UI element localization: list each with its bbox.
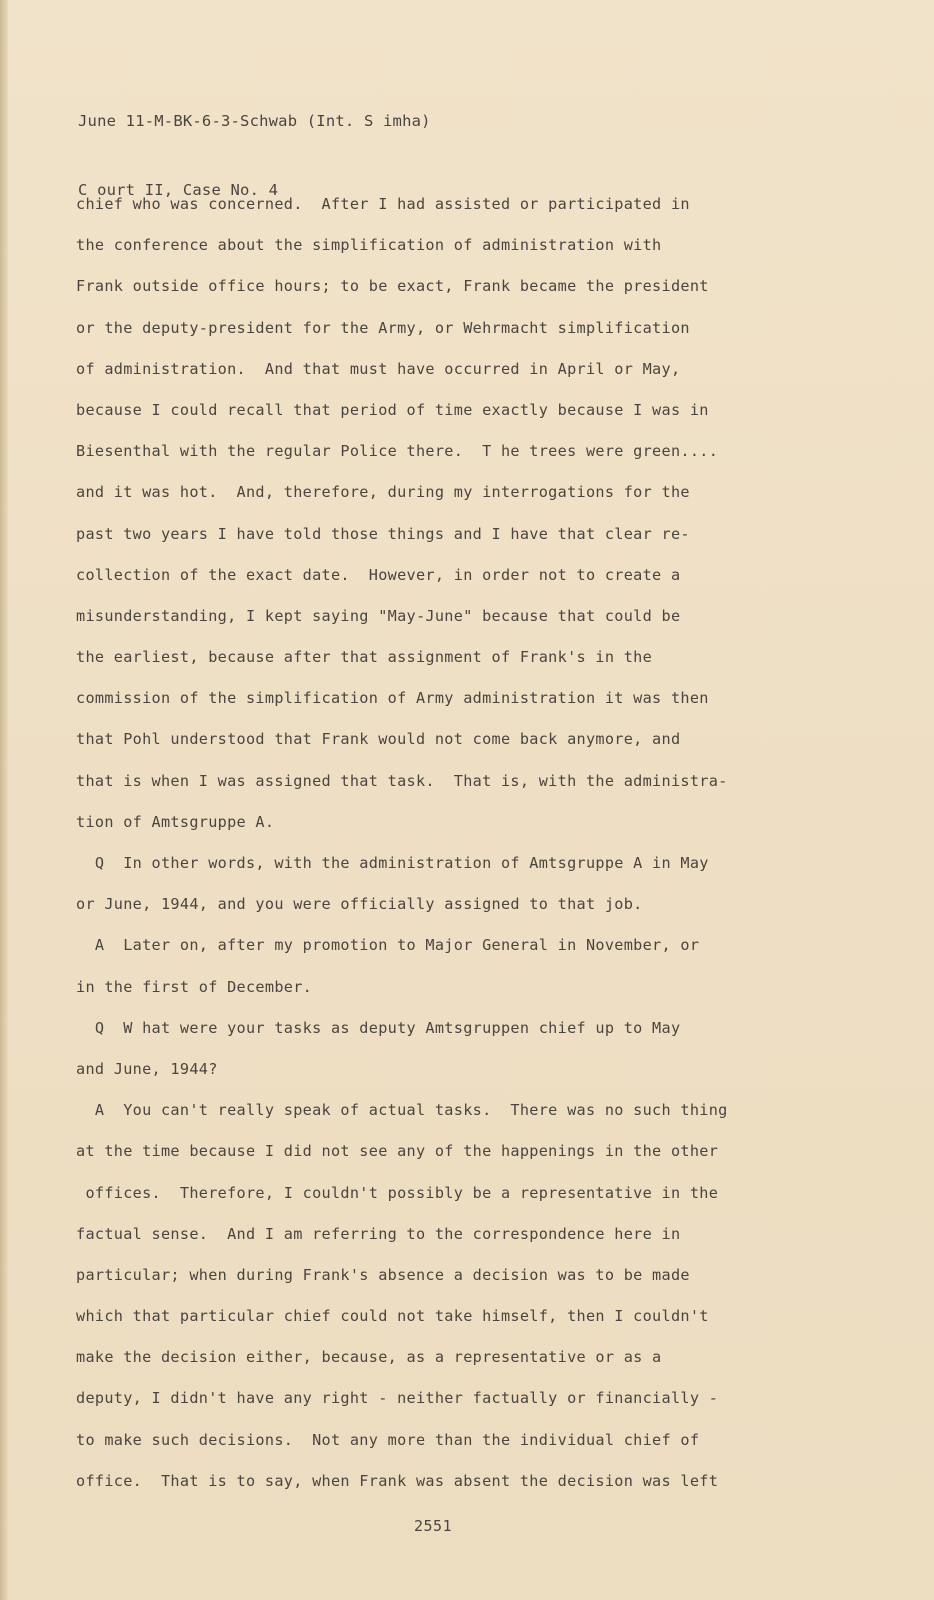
text-line: because I could recall that period of time exactly because I was in xyxy=(76,400,709,419)
text-line: the conference about the simplification of administration with xyxy=(76,236,662,255)
text-line: Q W hat were your tasks as deputy Amtsgruppen chief up to May xyxy=(76,1018,681,1037)
text-line: particular; when during Frank's absence a decision was to be made xyxy=(76,1265,690,1284)
text-line: past two years I have told those things and I have that clear re- xyxy=(76,524,690,543)
text-line: factual sense. And I am referring to the correspondence here in xyxy=(76,1224,681,1243)
transcript-body xyxy=(76,184,796,1502)
text-line: and it was hot. And, therefore, during my interrogations for the xyxy=(76,483,690,502)
text-line: office. That is to say, when Frank was absent the decision was left xyxy=(76,1471,719,1490)
text-line: of administration. And that must have occurred in April or May, xyxy=(76,359,681,378)
header-line-2: C ourt II, Case No. 4 xyxy=(78,181,279,199)
text-line: in the first of December. xyxy=(76,977,313,996)
text-line: commission of the simplification of Army administration it was then xyxy=(76,689,709,708)
text-line: Biesenthal with the regular Police there. T he trees were green.... xyxy=(76,442,719,461)
text-line: deputy, I didn't have any right - neither factually or financially - xyxy=(76,1389,719,1408)
text-line: tion of Amtsgruppe A. xyxy=(76,812,275,831)
page-number: 2551 xyxy=(414,1517,453,1535)
text-line: Frank outside office hours; to be exact, Frank became the president xyxy=(76,277,709,296)
text-line: Q In other words, with the administration of Amtsgruppe A in May xyxy=(76,854,709,872)
text-line: offices. Therefore, I couldn't possibly be a representative in the xyxy=(76,1183,719,1202)
header-line-1: June 11-M-BK-6-3-Schwab (Int. S imha) xyxy=(78,112,431,130)
text-line: to make such decisions. Not any more than the individual chief of xyxy=(76,1430,700,1449)
page-edge xyxy=(0,0,8,1600)
text-line: A Later on, after my promotion to Major General in November, or xyxy=(76,936,700,955)
text-line: make the decision either, because, as a representative or as a xyxy=(76,1348,662,1367)
text-line: or the deputy-president for the Army, or Wehrmacht simplification xyxy=(76,318,690,337)
text-line: at the time because I did not see any of the happenings in the other xyxy=(76,1142,719,1161)
text-line: collection of the exact date. However, in order not to create a xyxy=(76,565,681,584)
text-line: the earliest, because after that assignment of Frank's in the xyxy=(76,648,653,667)
text-line: and June, 1944? xyxy=(76,1059,218,1078)
text-line: or June, 1944, and you were officially assigned to that job. xyxy=(76,895,643,914)
text-line: which that particular chief could not take himself, then I couldn't xyxy=(76,1307,709,1326)
text-line: that is when I was assigned that task. That is, with the administra- xyxy=(76,771,728,790)
text-line: misunderstanding, I kept saying "May-June" because that could be xyxy=(76,606,681,625)
text-line: A You can't really speak of actual tasks. There was no such thing xyxy=(76,1101,728,1120)
text-line: chief who was concerned. After I had assisted or participated in xyxy=(76,195,690,213)
text-line: that Pohl understood that Frank would not come back anymore, and xyxy=(76,730,681,749)
